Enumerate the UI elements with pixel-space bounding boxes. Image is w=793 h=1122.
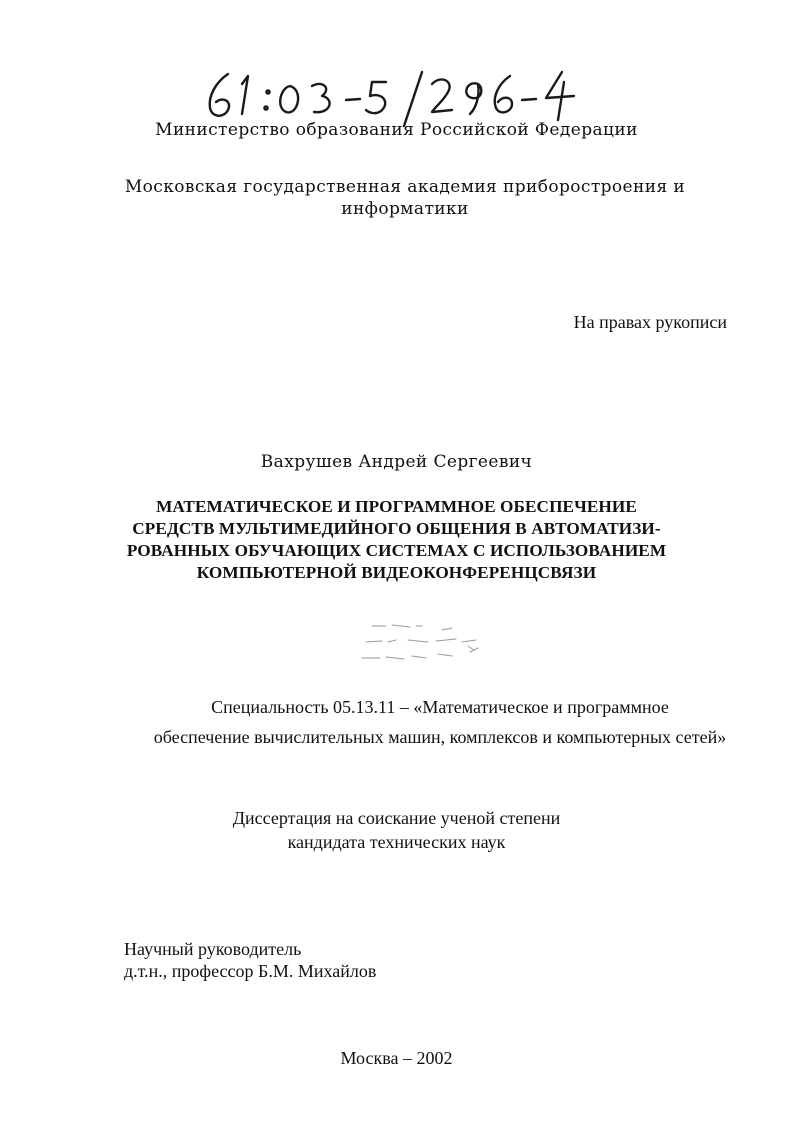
advisor-line-1: Научный руководитель (124, 939, 302, 959)
faded-library-stamp (352, 620, 492, 670)
stamp-marks (352, 620, 492, 670)
city-year: Москва – 2002 (340, 1048, 453, 1068)
advisor-line-2: д.т.н., профессор Б.М. Михайлов (124, 961, 377, 981)
academy-line-1: Московская государственная академия приборостроения и (124, 177, 686, 197)
degree-line-2: кандидата технических наук (287, 832, 506, 852)
ministry-name: Министерство образования Российской Федерации (155, 120, 638, 140)
title-line-2: СРЕДСТВ МУЛЬТИМЕДИЙНОГО ОБЩЕНИЯ В АВТОМАТИЗИ- (132, 519, 661, 538)
rights-note: На правах рукописи (573, 312, 727, 332)
dissertation-title (90, 496, 703, 584)
specialty-line-2: обеспечение вычислительных машин, комплексов и компьютерных сетей» (153, 727, 727, 747)
author-name: Вахрушев Андрей Сергеевич (260, 452, 533, 472)
academy-line-2: информатики (341, 199, 469, 219)
specialty-line-1: Специальность 05.13.11 – «Математическое и программное (211, 697, 669, 717)
title-line-1: МАТЕМАТИЧЕСКОЕ И ПРОГРАММНОЕ ОБЕСПЕЧЕНИЕ (156, 497, 637, 516)
degree-statement (0, 806, 793, 854)
degree-line-1: Диссертация на соискание ученой степени (232, 808, 561, 828)
title-line-3: РОВАННЫХ ОБУЧАЮЩИХ СИСТЕМАХ С ИСПОЛЬЗОВАНИЕМ (126, 541, 667, 560)
scientific-advisor (124, 938, 376, 982)
title-line-4: КОМПЬЮТЕРНОЙ ВИДЕОКОНФЕРЕНЦСВЯЗИ (196, 563, 597, 582)
specialty (90, 692, 790, 752)
academy-name (100, 176, 710, 220)
